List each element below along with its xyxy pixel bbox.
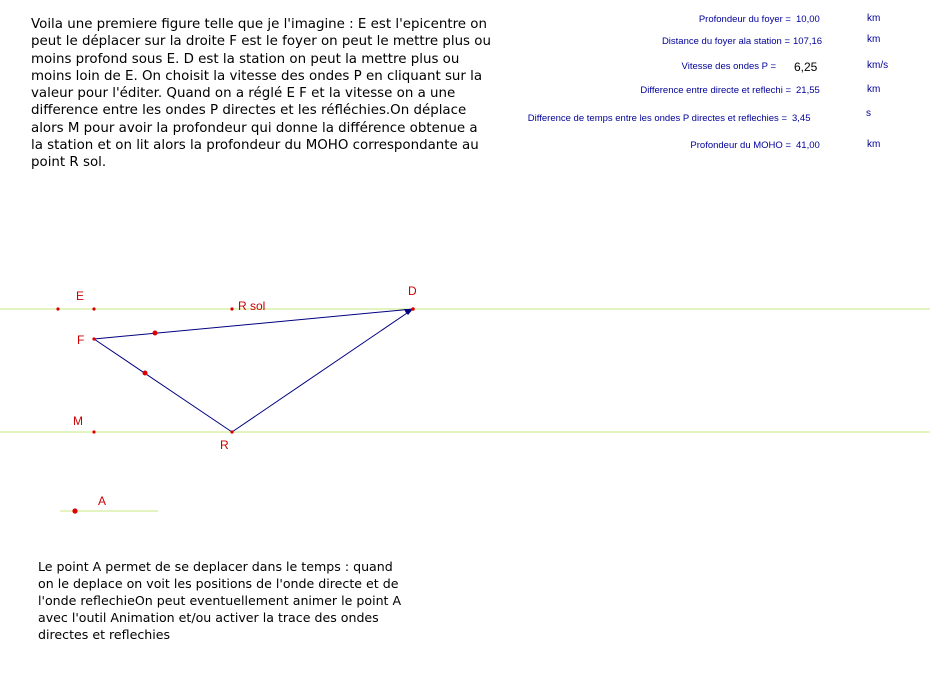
depth-value: 10,00 bbox=[796, 14, 820, 25]
intro-text: Voila une premiere figure telle que je l'imagine : E est l'epicentre on peut le déplacer sur la droite F est le foyer on peut le mettre plus ou moins profond sous E. D est la station on peut la mettre plus ou moins loin de E. On choisit la vitesse des ondes P en cliquant sur la valeur pour l'éditer. Quand on a réglé E F et la vitesse on a une difference entre les ondes P directes et les réfléchies.On déplace alors M pour avoir la profondeur qui donne la différence obtenue a la station et on lit alors la profondeur du MOHO correspondante au point R sol. bbox=[31, 17, 491, 171]
time-note-text: Le point A permet de se deplacer dans le temps : quand on le deplace on voit les positions de l'onde directe et de l'onde reflechieOn peut eventuellement animer le point A avec l'outil Animation et/ou activer la trace des ondes directes et reflechies bbox=[38, 559, 402, 642]
time-diff-unit: s bbox=[866, 108, 871, 119]
diff-value: 21,55 bbox=[796, 85, 820, 96]
depth-unit: km bbox=[867, 13, 881, 24]
direct-ray bbox=[94, 309, 413, 339]
speed-value-editable[interactable]: 6,25 bbox=[794, 60, 818, 74]
distance-unit: km bbox=[867, 34, 881, 45]
distance-value: 107,16 bbox=[793, 36, 823, 47]
moho-value: 41,00 bbox=[796, 140, 820, 151]
moho-unit: km bbox=[867, 139, 881, 150]
distance-label: Distance du foyer ala station = bbox=[661, 36, 790, 47]
diff-unit: km bbox=[867, 84, 881, 95]
direct-wave-point bbox=[153, 331, 158, 336]
reflected-ray-up bbox=[232, 309, 413, 432]
label-R: R bbox=[220, 438, 229, 452]
point-A[interactable] bbox=[72, 508, 77, 513]
label-M: M bbox=[73, 414, 83, 428]
label-F: F bbox=[77, 333, 85, 347]
moho-label: Profondeur du MOHO = bbox=[690, 140, 791, 151]
label-A: A bbox=[98, 494, 107, 508]
ground-marker-point bbox=[56, 307, 59, 310]
speed-unit: km/s bbox=[867, 60, 889, 71]
point-E[interactable] bbox=[92, 307, 95, 310]
point-D[interactable] bbox=[411, 307, 415, 311]
time-diff-label: Difference de temps entre les ondes P directes et reflechies = bbox=[527, 113, 787, 124]
point-M[interactable] bbox=[92, 430, 95, 433]
label-R-sol: R sol bbox=[238, 299, 266, 313]
depth-label: Profondeur du foyer = bbox=[698, 14, 791, 25]
reflected-wave-point bbox=[143, 371, 148, 376]
label-D: D bbox=[408, 284, 417, 298]
speed-label: Vitesse des ondes P = bbox=[681, 61, 776, 72]
point-F[interactable] bbox=[92, 337, 95, 340]
diff-label: Difference entre directe et reflechi = bbox=[640, 85, 791, 96]
label-E: E bbox=[76, 289, 85, 303]
reflected-ray-down bbox=[94, 339, 232, 432]
point-R bbox=[230, 430, 233, 433]
point-R-sol bbox=[230, 307, 233, 310]
time-diff-value: 3,45 bbox=[792, 113, 811, 124]
